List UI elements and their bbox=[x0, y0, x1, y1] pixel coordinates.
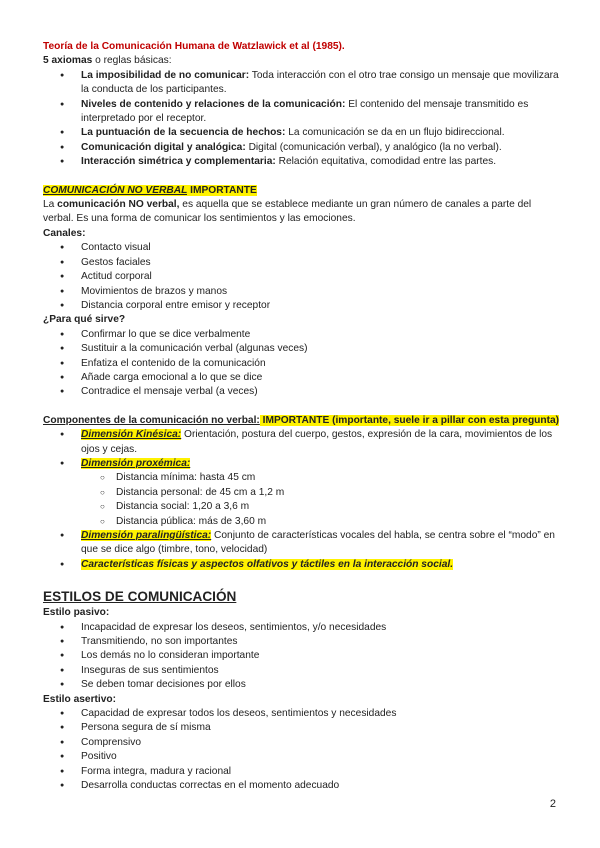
item-text: La comunicación se da en un flujo bidireccional. bbox=[285, 127, 505, 139]
section-heading-no-verbal bbox=[43, 184, 563, 198]
heading-tag: IMPORTANTE bbox=[187, 184, 257, 196]
item-text: Digital (comunicación verbal), y analógico (la no verbal). bbox=[245, 141, 502, 153]
page-number: 2 bbox=[549, 798, 556, 810]
heading-text: Componentes de la comunicación no verbal: bbox=[43, 414, 260, 426]
item-label: La puntuación de la secuencia de hechos: bbox=[81, 127, 286, 139]
distancias-list bbox=[43, 471, 563, 529]
item-text: Toda interacción con el otro trae consigo un mensaje que movilizara la conducta de los participantes. bbox=[81, 69, 559, 96]
heading-text: COMUNICACIÓN NO VERBAL bbox=[43, 184, 188, 196]
list-item: ● Los demás no lo consideran importante bbox=[43, 649, 563, 663]
item-label: Niveles de contenido y relaciones de la comunicación: bbox=[81, 98, 346, 110]
item-label: Dimensión paralingüística: bbox=[81, 530, 212, 541]
pasivo-list bbox=[43, 621, 563, 693]
list-item: ● Inseguras de sus sentimientos bbox=[43, 664, 563, 678]
section-title-estilos: ESTILOS DE COMUNICACIÓN bbox=[43, 589, 237, 605]
intro-text: es aquella que se establece mediante un gran número de canales a parte del verbal. Es una forma de comunicar los sentimientos y las emociones. bbox=[43, 199, 532, 225]
item-label: Características físicas y aspectos olfativos y táctiles en la interacción social. bbox=[81, 558, 454, 570]
item-text: Conjunto de características vocales del habla, se centra sobre el “modo” en que se dice algo (timbre, tono, velocidad) bbox=[81, 530, 555, 556]
estilo-pasivo-label: Estilo pasivo: bbox=[43, 607, 110, 619]
item-text: Orientación, postura del cuerpo, gestos, expresión de la cara, movimientos de los ojos y cejas. bbox=[81, 429, 553, 455]
list-item bbox=[43, 558, 563, 572]
intro-bold: comunicación NO verbal, bbox=[57, 199, 180, 211]
list-item bbox=[43, 98, 563, 127]
list-item: ● Incapacidad de expresar los deseos, sentimientos, y/o necesidades bbox=[43, 621, 563, 635]
canales-list bbox=[43, 241, 563, 313]
list-item: ● Contradice el mensaje verbal (a veces) bbox=[43, 385, 563, 399]
list-item: ○ Distancia personal: de 45 cm a 1,2 m bbox=[43, 486, 563, 500]
item-text: El contenido del mensaje transmitido es interpretado por el receptor. bbox=[81, 98, 529, 125]
list-item: ○ Distancia pública: más de 3,60 m bbox=[43, 515, 563, 529]
item-label: Interacción simétrica y complementaria: bbox=[81, 156, 276, 168]
list-item: ○ Distancia mínima: hasta 45 cm bbox=[43, 471, 563, 485]
componentes-list bbox=[43, 428, 563, 572]
list-item: ● Gestos faciales bbox=[43, 256, 563, 270]
list-item bbox=[43, 457, 563, 529]
document-page bbox=[43, 40, 563, 794]
sirve-label: ¿Para qué sirve? bbox=[43, 314, 126, 326]
list-item: ○ Distancia social: 1,20 a 3,6 m bbox=[43, 500, 563, 514]
asertivo-list bbox=[43, 707, 563, 793]
axiomas-rest: o reglas básicas: bbox=[92, 55, 172, 67]
list-item: ● Distancia corporal entre emisor y receptor bbox=[43, 299, 563, 313]
list-item bbox=[43, 529, 563, 558]
list-item: ● Desarrolla conductas correctas en el momento adecuado bbox=[43, 779, 563, 793]
list-item: ● Comprensivo bbox=[43, 736, 563, 750]
axiomas-count: 5 axiomas bbox=[43, 55, 93, 67]
item-label: Dimensión Kinésica: bbox=[81, 429, 182, 441]
estilo-asertivo-label: Estilo asertivo: bbox=[43, 693, 117, 705]
item-label: Dimensión proxémica: bbox=[81, 457, 191, 469]
axiomas-list bbox=[43, 69, 563, 170]
list-item: ● Movimientos de brazos y manos bbox=[43, 285, 563, 299]
item-label: La imposibilidad de no comunicar: bbox=[81, 69, 250, 81]
canales-label: Canales: bbox=[43, 227, 86, 239]
list-item bbox=[43, 69, 563, 98]
list-item bbox=[43, 141, 563, 155]
list-item: ● Forma integra, madura y racional bbox=[43, 765, 563, 779]
intro-text: La bbox=[43, 199, 58, 211]
section-heading-componentes bbox=[43, 414, 563, 428]
list-item bbox=[43, 428, 563, 457]
no-verbal-intro bbox=[43, 198, 563, 227]
heading-tag: IMPORTANTE (importante, suele ir a pillar con esta pregunta) bbox=[259, 414, 560, 426]
axiomas-intro bbox=[43, 54, 563, 68]
list-item: ● Actitud corporal bbox=[43, 270, 563, 284]
list-item: ● Capacidad de expresar todos los deseos, sentimientos y necesidades bbox=[43, 707, 563, 721]
list-item: ● Transmitiendo, no son importantes bbox=[43, 635, 563, 649]
sirve-list bbox=[43, 328, 563, 400]
list-item: ● Contacto visual bbox=[43, 241, 563, 255]
list-item bbox=[43, 155, 563, 169]
list-item: ● Enfatiza el contenido de la comunicación bbox=[43, 357, 563, 371]
item-label: Comunicación digital y analógica: bbox=[81, 141, 246, 153]
list-item: ● Añade carga emocional a lo que se dice bbox=[43, 371, 563, 385]
list-item: ● Sustituir a la comunicación verbal (algunas veces) bbox=[43, 342, 563, 356]
list-item: ● Persona segura de sí misma bbox=[43, 721, 563, 735]
section-title-watzlawick: Teoría de la Comunicación Humana de Watzlawick et al (1985). bbox=[43, 41, 345, 52]
list-item: ● Confirmar lo que se dice verbalmente bbox=[43, 328, 563, 342]
list-item: ● Positivo bbox=[43, 750, 563, 764]
list-item bbox=[43, 126, 563, 140]
list-item: ● Se deben tomar decisiones por ellos bbox=[43, 678, 563, 692]
item-text: Relación equitativa, comodidad entre las partes. bbox=[275, 156, 497, 168]
